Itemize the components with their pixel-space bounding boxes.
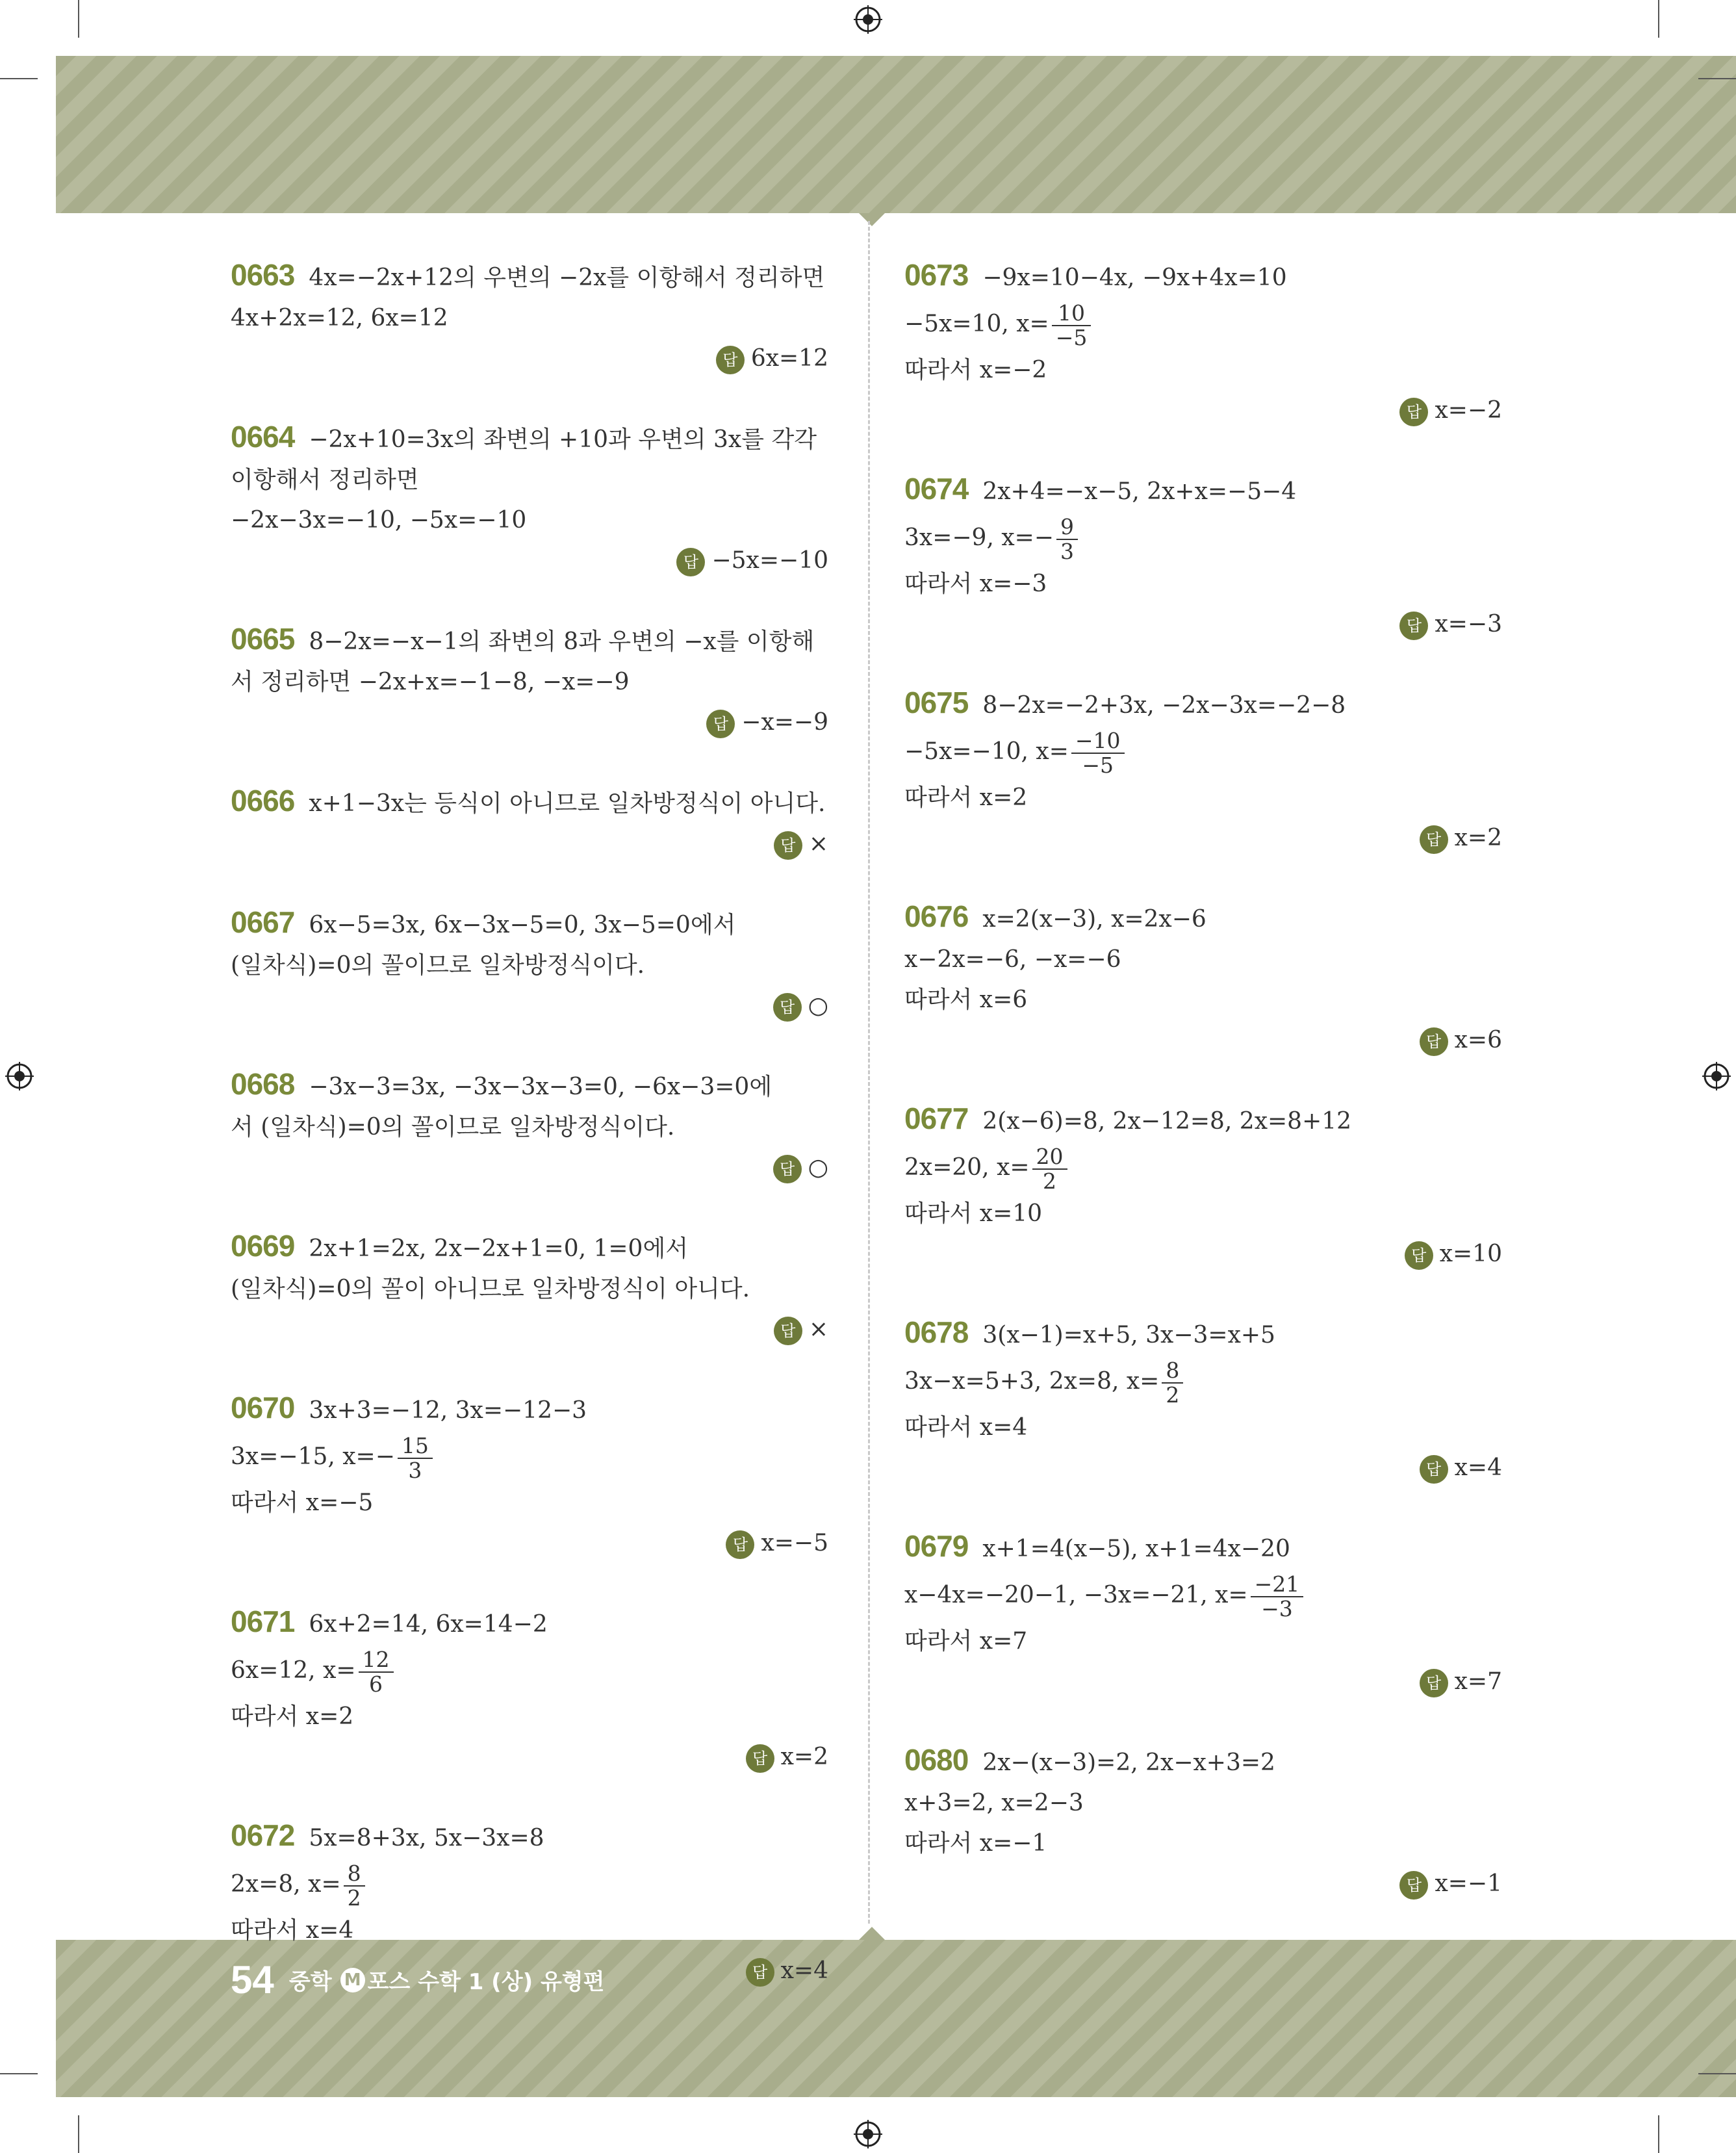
- solution-line: [231, 662, 828, 703]
- problem-block: [231, 1064, 828, 1188]
- header-band: [56, 56, 1736, 213]
- solution-text: −9x=10−4x, −9x+4x=10: [982, 264, 1287, 291]
- fraction-denominator: 2: [1166, 1382, 1180, 1408]
- fraction-numerator: 12: [359, 1648, 394, 1673]
- fraction-denominator: 3: [1060, 539, 1074, 564]
- fraction: [398, 1434, 433, 1482]
- answer-line: [231, 1737, 828, 1777]
- answer-line: [904, 818, 1502, 858]
- answer-line: [231, 1309, 828, 1350]
- answer-text: x=6: [1454, 1027, 1502, 1053]
- problem-block: [231, 1601, 828, 1777]
- solution-text: −2x+10=3x의 좌변의 +10과 우변의 3x를 각각: [309, 426, 817, 453]
- fraction-numerator: 20: [1032, 1145, 1067, 1170]
- fraction: [1071, 729, 1125, 777]
- brand-logo-icon: M: [340, 1968, 365, 1992]
- answer-line: [231, 1148, 828, 1188]
- solution-text: (일차식)=0의 꼴이므로 일차방정식이다.: [231, 952, 645, 979]
- solution-text: x+1=4(x−5), x+1=4x−20: [982, 1536, 1290, 1562]
- problem-number: 0663: [231, 258, 295, 292]
- problem-block: [904, 896, 1502, 1061]
- solution-text: 따라서 x=−2: [904, 357, 1047, 383]
- answer-badge-icon: 답: [773, 993, 802, 1022]
- problem-number: 0665: [231, 622, 295, 656]
- problem-block: [231, 619, 828, 743]
- answer-line: [904, 1662, 1502, 1702]
- fraction-numerator: −10: [1071, 729, 1125, 754]
- solution-text: 2x+4=−x−5, 2x+x=−5−4: [982, 478, 1297, 505]
- crop-mark: [1658, 2115, 1659, 2153]
- fraction: [1052, 302, 1091, 350]
- solution-text: 따라서 x=−3: [904, 571, 1047, 597]
- answer-line: [231, 824, 828, 864]
- registration-mark-icon: [1702, 1062, 1731, 1090]
- fraction-numerator: 9: [1056, 515, 1078, 540]
- answer-line: [231, 986, 828, 1026]
- answer-badge-icon: 답: [1399, 1871, 1428, 1900]
- answer-badge-icon: 답: [1420, 1455, 1448, 1484]
- problem-block: [231, 1226, 828, 1350]
- registration-mark-icon: [854, 2120, 882, 2148]
- answer-text: x=−5: [761, 1530, 828, 1556]
- crop-mark: [0, 78, 38, 79]
- crop-mark: [1698, 2073, 1736, 2074]
- solution-line: [904, 1569, 1502, 1621]
- answer-badge-icon: 답: [773, 1155, 802, 1183]
- solution-text: −5x=−10, x=: [904, 738, 1069, 765]
- answer-line: [904, 1020, 1502, 1061]
- problem-number: 0669: [231, 1229, 295, 1263]
- answer-badge-icon: 답: [1420, 1669, 1448, 1697]
- solution-line: [904, 940, 1502, 980]
- solution-text: 2x=20, x=: [904, 1154, 1030, 1181]
- solution-line: [231, 946, 828, 986]
- solution-text: −5x=10, x=: [904, 311, 1049, 337]
- problem-number: 0673: [904, 258, 969, 292]
- answer-badge-icon: 답: [1399, 398, 1428, 426]
- solution-text: 따라서 x=4: [231, 1917, 354, 1944]
- problem-number: 0672: [231, 1818, 295, 1852]
- problem-block: [231, 255, 828, 379]
- column-divider: [868, 221, 870, 1924]
- solution-text: 8−2x=−2+3x, −2x−3x=−2−8: [982, 692, 1346, 719]
- answer-text: x=2: [1454, 825, 1502, 851]
- fraction: [1056, 515, 1078, 563]
- page-footer: [231, 1957, 604, 2002]
- solution-line: [904, 726, 1502, 778]
- answer-badge-icon: 답: [676, 548, 705, 576]
- solution-line: [904, 1824, 1502, 1864]
- fraction-numerator: 10: [1052, 302, 1091, 326]
- problem-block: [904, 1098, 1502, 1274]
- answer-badge-icon: 답: [1420, 825, 1448, 854]
- solution-line: [231, 1911, 828, 1951]
- answer-line: [904, 391, 1502, 431]
- answer-text: ○: [808, 1154, 828, 1181]
- solution-text: 6x+2=14, 6x=14−2: [309, 1611, 548, 1638]
- header-notch: [859, 213, 885, 226]
- solution-text: 2x−(x−3)=2, 2x−x+3=2: [982, 1749, 1275, 1776]
- answer-badge-icon: 답: [716, 346, 745, 374]
- fraction-numerator: 8: [1162, 1359, 1183, 1384]
- answer-text: x=−3: [1435, 611, 1502, 638]
- solution-line: [904, 512, 1502, 564]
- page-number: 54: [231, 1958, 274, 2002]
- solution-line: [904, 1098, 1502, 1142]
- problem-number: 0677: [904, 1102, 969, 1135]
- solution-text: 따라서 x=7: [904, 1628, 1028, 1655]
- problem-block: [904, 469, 1502, 645]
- solution-line: [231, 298, 828, 339]
- fraction: [1162, 1359, 1183, 1407]
- registration-mark-icon: [5, 1062, 34, 1090]
- solution-text: 따라서 x=6: [904, 986, 1028, 1013]
- solution-text: 8−2x=−x−1의 좌변의 8과 우변의 −x를 이항해: [309, 628, 815, 655]
- solution-line: [904, 255, 1502, 298]
- solution-line: [231, 1601, 828, 1645]
- answer-line: [231, 339, 828, 379]
- solution-text: x+3=2, x=2−3: [904, 1790, 1084, 1816]
- fraction-denominator: 2: [1043, 1168, 1057, 1194]
- fraction-denominator: −5: [1082, 753, 1114, 778]
- solution-line: [231, 417, 828, 460]
- answer-badge-icon: 답: [1399, 612, 1428, 640]
- solution-line: [231, 1107, 828, 1148]
- crop-mark: [1698, 78, 1736, 79]
- solution-line: [904, 350, 1502, 391]
- crop-mark: [0, 2073, 38, 2074]
- answer-badge-icon: 답: [746, 1958, 774, 1987]
- solution-line: [231, 1483, 828, 1523]
- solution-text: x+1−3x는 등식이 아니므로 일차방정식이 아니다.: [309, 790, 826, 817]
- solution-line: [904, 298, 1502, 350]
- footer-notch: [859, 1927, 885, 1940]
- solution-text: (일차식)=0의 꼴이 아니므로 일차방정식이 아니다.: [231, 1276, 750, 1302]
- answer-badge-icon: 답: [726, 1530, 754, 1559]
- solution-text: x=2(x−3), x=2x−6: [982, 906, 1206, 933]
- problem-block: [904, 255, 1502, 431]
- solution-line: [231, 1645, 828, 1697]
- solution-text: 3x+3=−12, 3x=−12−3: [309, 1397, 587, 1424]
- problem-block: [904, 1526, 1502, 1702]
- solution-line: [904, 1526, 1502, 1569]
- solution-line: [904, 1740, 1502, 1783]
- fraction-numerator: 8: [344, 1862, 365, 1887]
- solution-line: [231, 1226, 828, 1269]
- problem-block: [231, 780, 828, 864]
- right-column: [904, 255, 1502, 1942]
- problem-block: [904, 1740, 1502, 1904]
- problem-number: 0675: [904, 686, 969, 719]
- book-title: 포스 수학 1 (상) 유형편: [367, 1969, 605, 1995]
- problem-number: 0680: [904, 1743, 969, 1777]
- solution-line: [904, 1408, 1502, 1448]
- problem-number: 0674: [904, 472, 969, 506]
- solution-line: [231, 460, 828, 500]
- solution-text: 따라서 x=10: [904, 1200, 1043, 1227]
- answer-text: x=2: [780, 1744, 828, 1770]
- solution-line: [231, 1815, 828, 1859]
- crop-mark: [78, 0, 79, 38]
- answer-badge-icon: 답: [774, 831, 802, 860]
- answer-text: x=−2: [1435, 397, 1502, 424]
- answer-badge-icon: 답: [706, 710, 735, 738]
- solution-text: 따라서 x=−1: [904, 1830, 1047, 1857]
- left-column: [231, 255, 828, 2029]
- fraction-denominator: −5: [1055, 325, 1088, 350]
- problem-block: [904, 682, 1502, 858]
- solution-line: [904, 469, 1502, 512]
- solution-line: [231, 500, 828, 541]
- fraction: [359, 1648, 394, 1696]
- solution-line: [904, 1621, 1502, 1662]
- fraction-denominator: 3: [408, 1458, 422, 1483]
- fraction-numerator: 15: [398, 1434, 433, 1459]
- fraction-denominator: −3: [1261, 1596, 1293, 1621]
- solution-text: 3x−x=5+3, 2x=8, x=: [904, 1368, 1160, 1395]
- solution-line: [231, 902, 828, 946]
- answer-badge-icon: 답: [1405, 1241, 1433, 1270]
- solution-text: −3x−3=3x, −3x−3x−3=0, −6x−3=0에: [309, 1074, 772, 1100]
- solution-text: 서 (일차식)=0의 꼴이므로 일차방정식이다.: [231, 1114, 675, 1141]
- solution-text: 5x=8+3x, 5x−3x=8: [309, 1825, 544, 1851]
- solution-text: 이항해서 정리하면: [231, 467, 419, 493]
- answer-badge-icon: 답: [746, 1744, 774, 1773]
- registration-mark-icon: [854, 5, 882, 34]
- answer-text: x=10: [1439, 1241, 1502, 1267]
- solution-line: [904, 778, 1502, 818]
- answer-line: [904, 1234, 1502, 1274]
- book-prefix: 중학: [288, 1969, 332, 1995]
- solution-line: [231, 780, 828, 824]
- solution-line: [904, 1142, 1502, 1194]
- problem-number: 0670: [231, 1391, 295, 1425]
- fraction: [1251, 1573, 1304, 1621]
- answer-text: −x=−9: [741, 709, 828, 736]
- solution-line: [231, 1431, 828, 1483]
- solution-text: 6x=12, x=: [231, 1657, 356, 1684]
- solution-line: [904, 682, 1502, 726]
- solution-text: 2x=8, x=: [231, 1871, 341, 1898]
- solution-text: 4x=−2x+12의 우변의 −2x를 이항해서 정리하면: [309, 264, 825, 291]
- problem-block: [231, 417, 828, 581]
- crop-mark: [78, 2115, 79, 2153]
- problem-number: 0666: [231, 784, 295, 818]
- solution-text: x−4x=−20−1, −3x=−21, x=: [904, 1582, 1248, 1608]
- solution-line: [904, 1312, 1502, 1356]
- answer-line: [904, 1448, 1502, 1488]
- solution-text: 3x=−15, x=−: [231, 1443, 395, 1470]
- answer-line: [231, 1523, 828, 1564]
- solution-text: 따라서 x=4: [904, 1414, 1028, 1441]
- answer-line: [231, 541, 828, 581]
- fraction-numerator: −21: [1251, 1573, 1304, 1597]
- answer-text: x=7: [1454, 1668, 1502, 1695]
- answer-text: 6x=12: [750, 345, 828, 372]
- solution-text: 따라서 x=2: [231, 1703, 354, 1730]
- answer-line: [904, 1864, 1502, 1904]
- solution-line: [904, 1783, 1502, 1824]
- solution-line: [231, 1269, 828, 1309]
- problem-number: 0676: [904, 899, 969, 933]
- solution-line: [231, 1387, 828, 1431]
- problem-number: 0668: [231, 1067, 295, 1101]
- fraction-denominator: 2: [347, 1885, 361, 1911]
- answer-text: −5x=−10: [711, 547, 828, 574]
- answer-badge-icon: 답: [774, 1317, 802, 1345]
- solution-line: [904, 980, 1502, 1020]
- answer-text: x=4: [780, 1957, 828, 1984]
- answer-text: ○: [808, 992, 828, 1019]
- answer-text: ×: [808, 831, 828, 857]
- fraction: [1032, 1145, 1067, 1193]
- fraction: [344, 1862, 365, 1910]
- solution-text: −2x−3x=−10, −5x=−10: [231, 507, 527, 534]
- solution-text: x−2x=−6, −x=−6: [904, 946, 1121, 973]
- answer-text: x=−1: [1435, 1870, 1502, 1897]
- problem-number: 0671: [231, 1605, 295, 1638]
- solution-line: [904, 564, 1502, 604]
- solution-text: 2(x−6)=8, 2x−12=8, 2x=8+12: [982, 1108, 1352, 1135]
- solution-text: 4x+2x=12, 6x=12: [231, 305, 448, 331]
- solution-line: [231, 1859, 828, 1911]
- solution-text: 2x+1=2x, 2x−2x+1=0, 1=0에서: [309, 1235, 689, 1262]
- solution-text: 따라서 x=−5: [231, 1489, 374, 1516]
- answer-line: [231, 703, 828, 743]
- solution-line: [231, 619, 828, 662]
- solution-line: [904, 1356, 1502, 1408]
- solution-text: 6x−5=3x, 6x−3x−5=0, 3x−5=0에서: [309, 912, 736, 938]
- answer-badge-icon: 답: [1420, 1027, 1448, 1056]
- problem-block: [231, 902, 828, 1026]
- fraction-denominator: 6: [369, 1671, 383, 1697]
- problem-number: 0664: [231, 420, 295, 454]
- solution-line: [904, 896, 1502, 940]
- solution-text: 3x=−9, x=−: [904, 524, 1054, 551]
- problem-block: [231, 1387, 828, 1564]
- crop-mark: [1658, 0, 1659, 38]
- answer-text: x=4: [1454, 1454, 1502, 1481]
- solution-line: [231, 1697, 828, 1737]
- problem-number: 0667: [231, 905, 295, 939]
- solution-line: [231, 255, 828, 298]
- solution-line: [904, 1194, 1502, 1234]
- problem-block: [904, 1312, 1502, 1488]
- solution-text: 따라서 x=2: [904, 784, 1028, 811]
- answer-text: ×: [808, 1316, 828, 1343]
- problem-number: 0678: [904, 1315, 969, 1349]
- solution-text: 3(x−1)=x+5, 3x−3=x+5: [982, 1322, 1275, 1348]
- solution-line: [231, 1064, 828, 1107]
- answer-line: [904, 604, 1502, 645]
- problem-number: 0679: [904, 1529, 969, 1563]
- solution-text: 서 정리하면 −2x+x=−1−8, −x=−9: [231, 669, 630, 695]
